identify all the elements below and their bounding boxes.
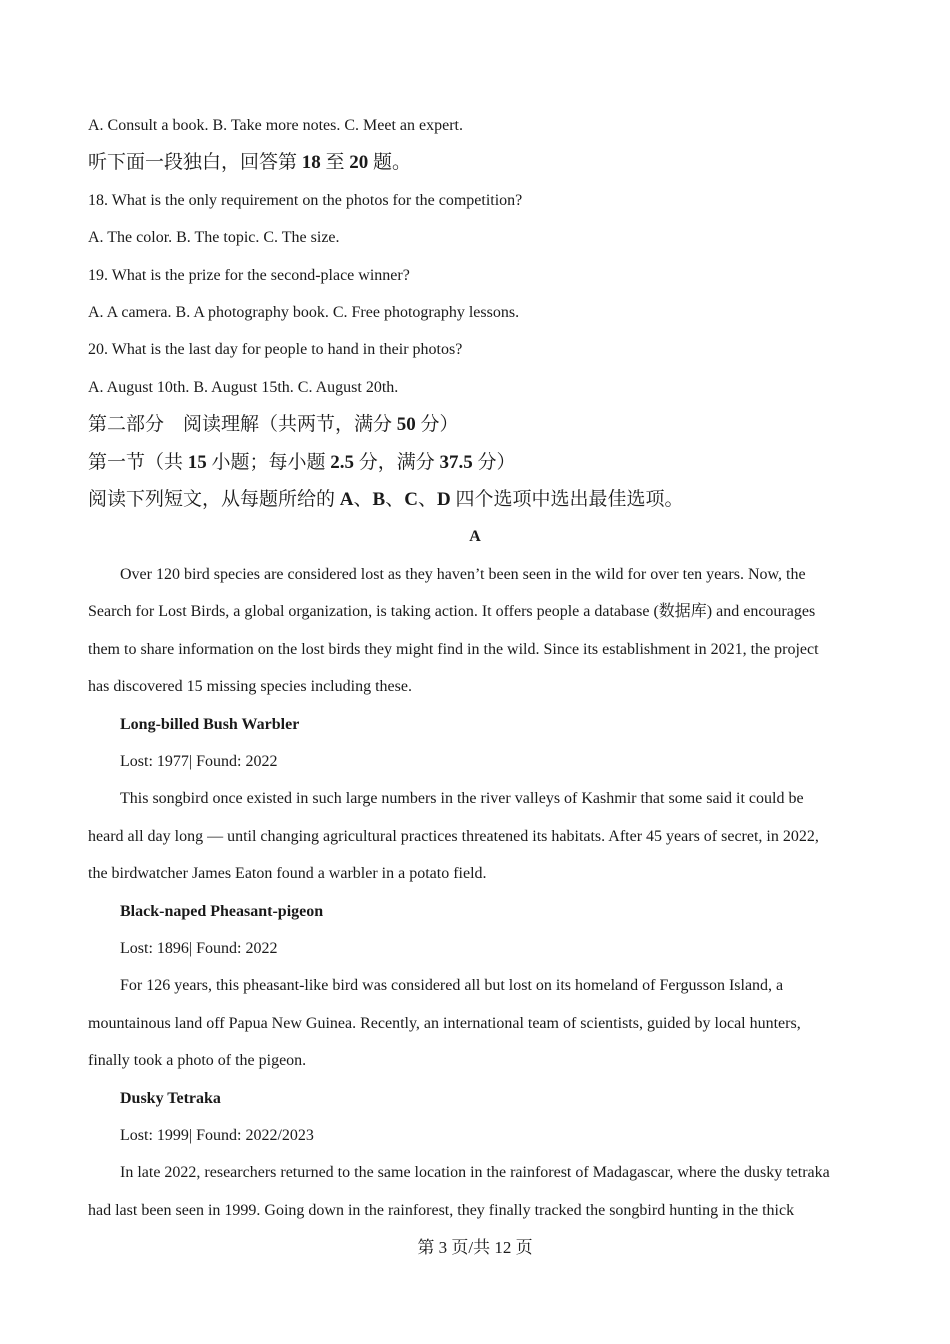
header-text: 小题；每小题 [206,451,331,473]
section-score-value: 37.5 [439,451,473,473]
instruction-text: 四个选项中选出最佳选项。 [450,489,684,511]
bird-paragraph-line: mountainous land off Papua New Guinea. Recently, an international team of scientists, guided by local hunters, [88,1014,801,1032]
bird-name-heading: Long-billed Bush Warbler [120,715,300,733]
header-text: 分） [415,414,459,436]
part-two-header [88,406,862,443]
instruction-text: 、 [353,489,373,511]
question-18: 18. What is the only requirement on the photos for the competition? [88,191,523,209]
question-20: 20. What is the last day for people to hand in their photos? [88,341,463,359]
option-letter-d: D [436,489,451,511]
bird-lost-found-record: Lost: 1999| Found: 2022/2023 [120,1126,314,1144]
question-19-options: A. A camera. B. A photography book. C. Free photography lessons. [88,304,520,322]
passage-intro-line: has discovered 15 missing species including these. [88,678,412,696]
passage-intro-line: Search for Lost Birds, a global organization, is taking action. It offers people a database (数据库) and encourages [88,603,816,621]
question-count-value: 15 [187,451,207,473]
passage-label: A [469,528,481,546]
instruction-text: 、 [385,489,405,511]
question-20-options: A. August 10th. B. August 15th. C. August 20th. [88,378,399,396]
document-body [88,107,862,1263]
bird-name-heading: Black-naped Pheasant-pigeon [120,902,324,920]
option-letter-c: C [404,489,418,511]
bird-lost-found-record: Lost: 1977| Found: 2022 [120,752,278,770]
bird-paragraph-line: In late 2022, researchers returned to the same location in the rainforest of Madagascar, where the dusky tetraka [120,1164,830,1182]
header-text: 第二部分 阅读理解（共两节，满分 [88,414,397,436]
total-score-value: 50 [396,414,416,436]
instruction-text: 、 [417,489,437,511]
instruction-text: 至 [320,152,350,174]
monologue-instruction [88,144,862,181]
points-per-question-value: 2.5 [330,451,355,473]
passage-intro-line: Over 120 bird species are considered lost as they haven’t been seen in the wild for over ten years. Now, the [120,565,806,583]
option-letter-a: A [339,489,354,511]
page-number-footer: 第 3 页/共 12 页 [417,1238,533,1258]
bird-paragraph-line: the birdwatcher James Eaton found a warbler in a potato field. [88,865,487,883]
question-17-options: A. Consult a book. B. Take more notes. C. Meet an expert. [88,117,463,134]
instruction-text: 阅读下列短文，从每题所给的 [88,489,340,511]
instruction-text: 题。 [368,152,412,174]
question-number-start: 18 [301,152,321,174]
header-text: 分，满分 [354,451,440,473]
header-text: 分） [472,451,516,473]
passage-intro-line: them to share information on the lost birds they might find in the wild. Since its establishment in 2021, the project [88,640,819,658]
bird-paragraph-line: heard all day long — until changing agricultural practices threatened its habitats. After 45 years of secret, in 2022, [88,827,819,845]
bird-lost-found-record: Lost: 1896| Found: 2022 [120,939,278,957]
header-text: 第一节（共 [88,451,188,473]
question-18-options: A. The color. B. The topic. C. The size. [88,229,340,247]
question-19: 19. What is the prize for the second-place winner? [88,266,410,284]
bird-name-heading: Dusky Tetraka [120,1089,221,1107]
bird-paragraph-line: had last been seen in 1999. Going down in the rainforest, they finally tracked the songbird hunting in the thick [88,1201,795,1219]
question-number-end: 20 [349,152,369,174]
bird-paragraph-line: finally took a photo of the pigeon. [88,1052,307,1070]
instruction-text: 听下面一段独白，回答第 [88,152,302,174]
option-letter-b: B [372,489,386,511]
bird-paragraph-line: For 126 years, this pheasant-like bird was considered all but lost on its homeland of Fergusson Island, a [120,977,784,995]
reading-instruction [88,481,862,518]
bird-paragraph-line: This songbird once existed in such large numbers in the river valleys of Kashmir that some said it could be [120,790,804,808]
section-one-header [88,444,862,481]
